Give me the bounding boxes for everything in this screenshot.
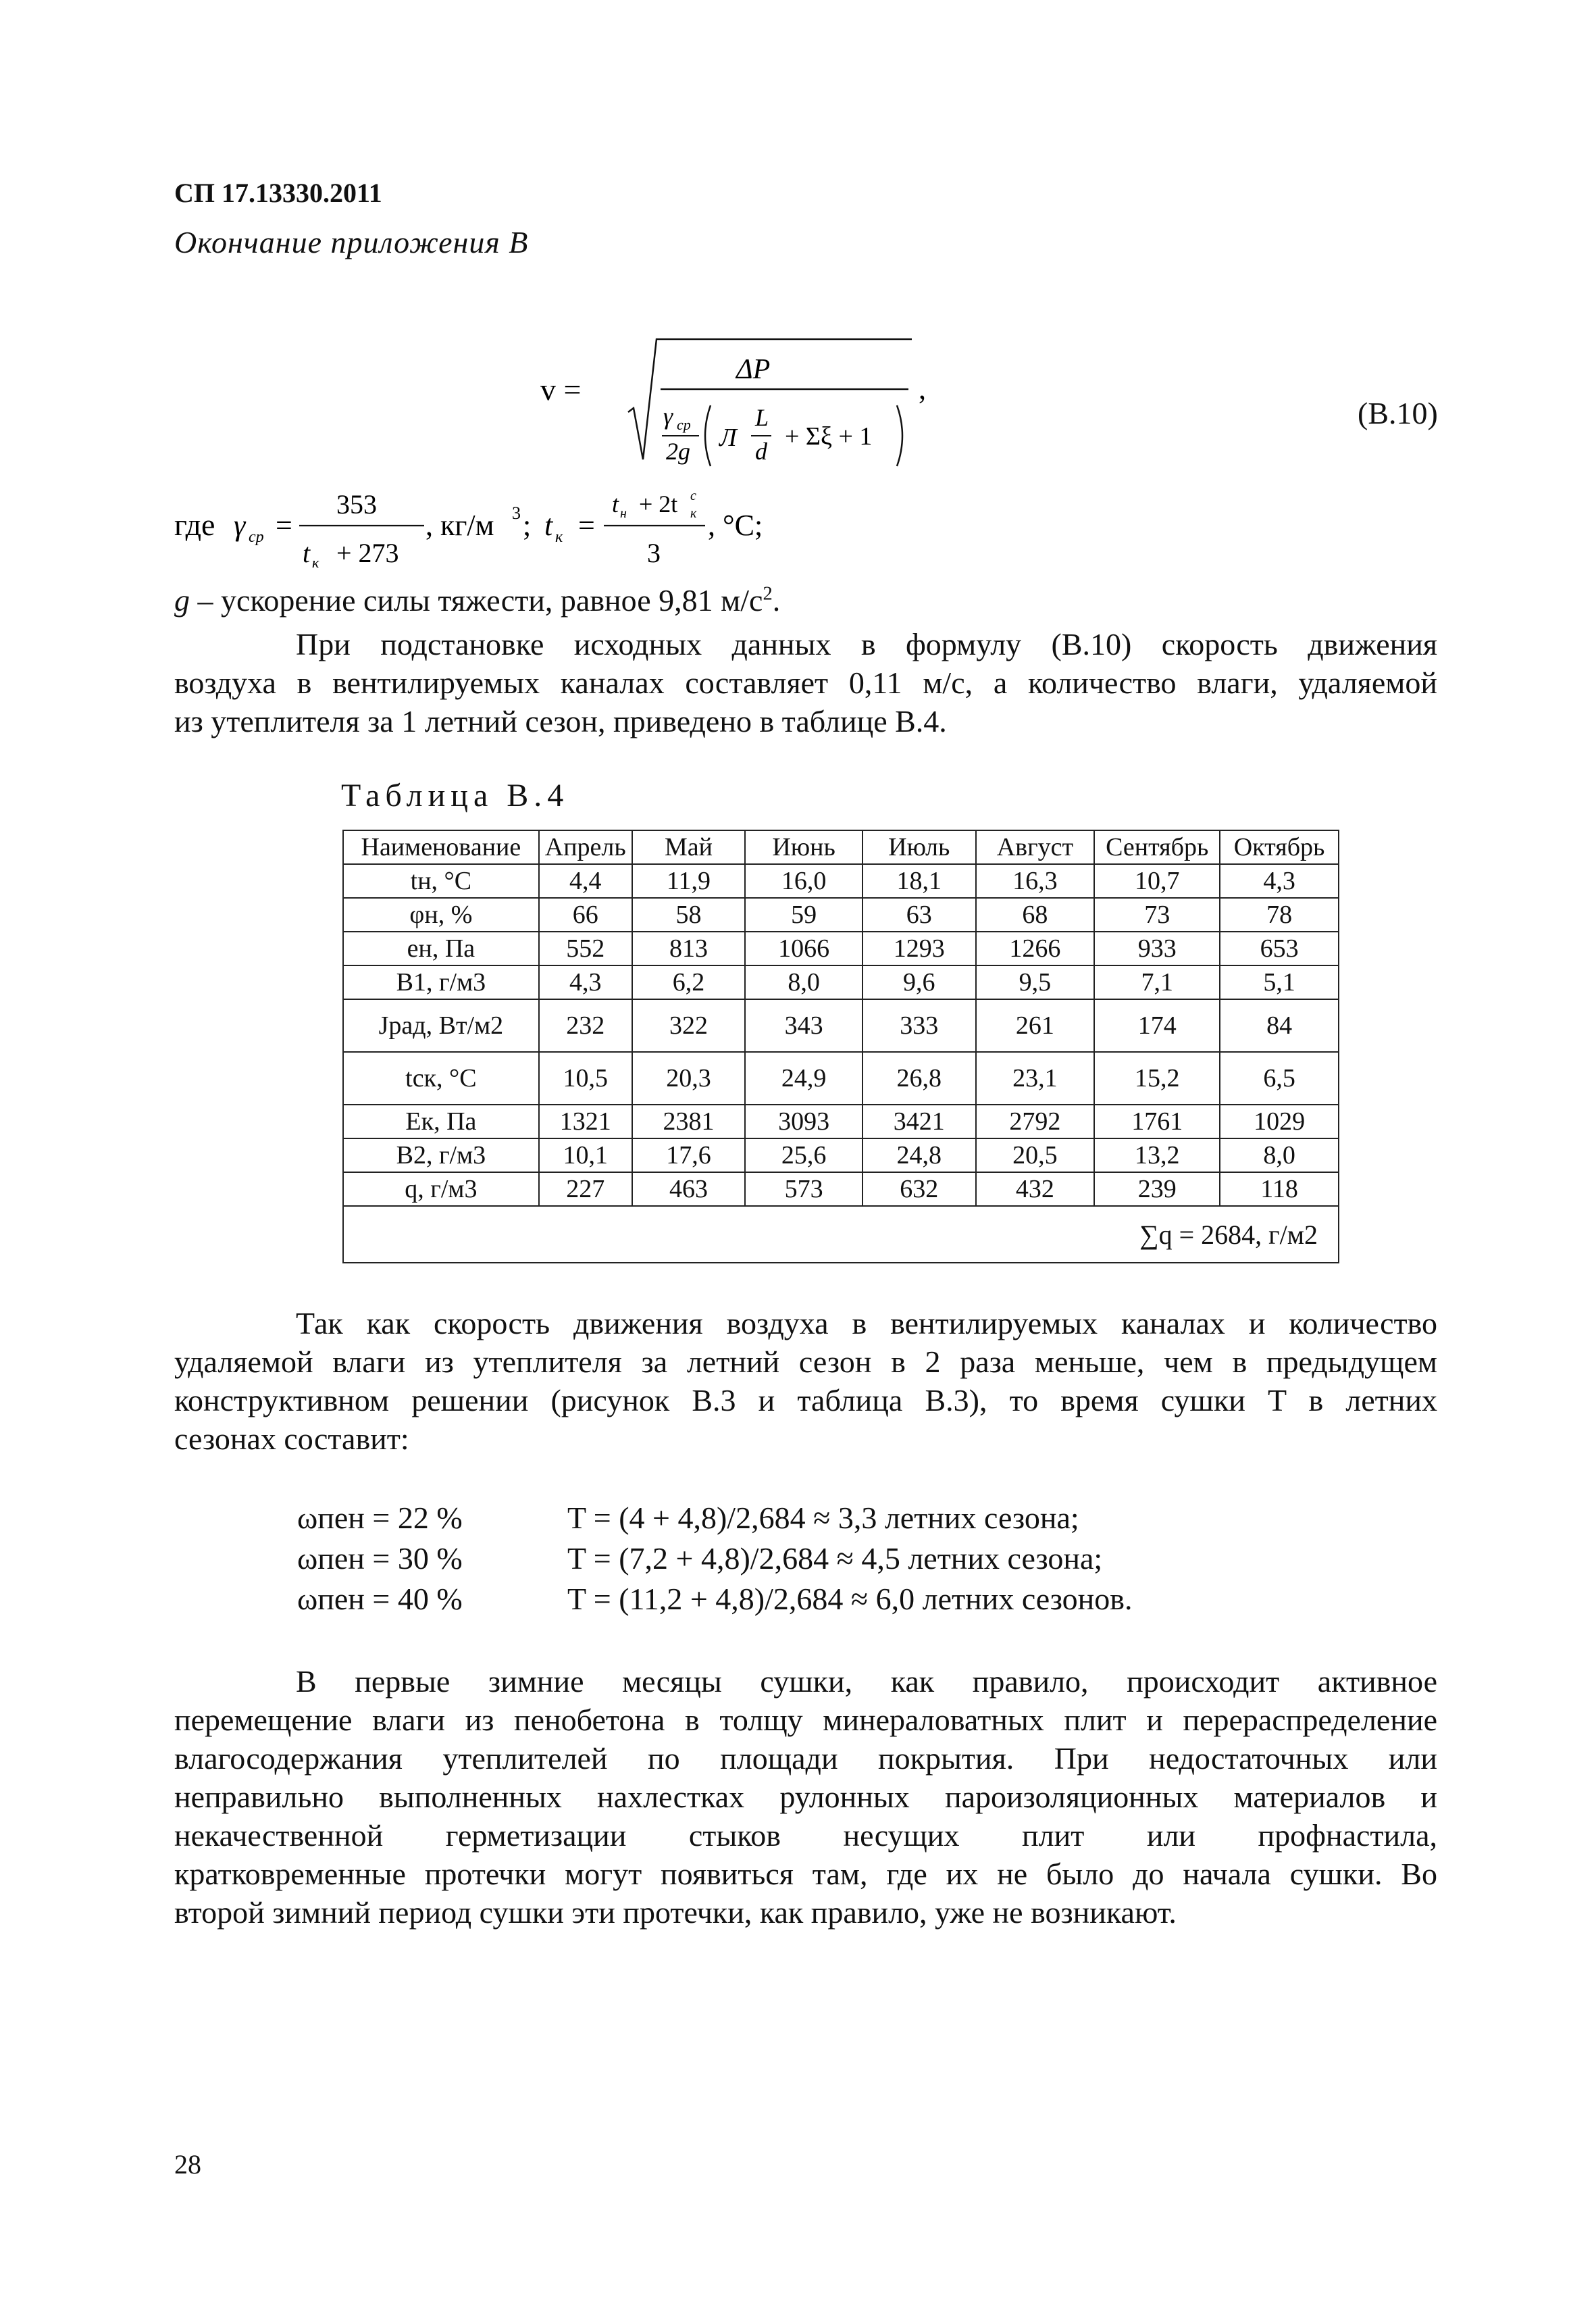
header-month: Октябрь bbox=[1220, 830, 1339, 864]
header-month: Апрель bbox=[539, 830, 632, 864]
table-cell: 3093 bbox=[745, 1105, 863, 1138]
table-cell: 2792 bbox=[976, 1105, 1095, 1138]
table-cell: 1321 bbox=[539, 1105, 632, 1138]
definitions-graphic bbox=[174, 486, 1052, 574]
tk-symbol: t bbox=[544, 509, 553, 542]
table-cell: 432 bbox=[976, 1172, 1095, 1206]
paragraph-1-line: воздуха в вентилируемых каналах составляет 0,11 м/с, а количество влаги, удаляемой bbox=[174, 665, 1437, 700]
table-cell: 3421 bbox=[863, 1105, 976, 1138]
table-row bbox=[343, 1172, 1339, 1206]
equation-number: (В.10) bbox=[1358, 396, 1438, 430]
num2-subscript: к bbox=[690, 506, 697, 521]
table-cell: 232 bbox=[539, 999, 632, 1052]
separator: ; bbox=[523, 509, 532, 542]
header-month: Июнь bbox=[745, 830, 863, 864]
d-symbol: d bbox=[755, 438, 767, 465]
table-cell: 84 bbox=[1220, 999, 1339, 1052]
paragraph-1-line: При подстановке исходных данных в формулу (В.10) скорость движения bbox=[296, 627, 1437, 661]
drying-time-formula: T = (11,2 + 4,8)/2,684 ≈ 6,0 летних сезонов. bbox=[567, 1582, 1133, 1616]
paragraph-2 bbox=[174, 1304, 1437, 1458]
equals-1: = bbox=[276, 509, 292, 542]
table-cell: 15,2 bbox=[1094, 1052, 1220, 1105]
table-cell: 7,1 bbox=[1094, 965, 1220, 999]
L-symbol: L bbox=[755, 404, 769, 431]
g-symbol: g bbox=[174, 583, 190, 618]
denominator-3: 3 bbox=[647, 538, 661, 568]
table-row bbox=[343, 1105, 1339, 1138]
table-cell: 13,2 bbox=[1094, 1138, 1220, 1172]
table-row bbox=[343, 864, 1339, 898]
drying-time-formula: T = (7,2 + 4,8)/2,684 ≈ 4,5 летних сезона; bbox=[567, 1541, 1103, 1576]
paragraph-3-line: кратковременные протечки могут появиться там, где их не было до начала сушки. Во bbox=[174, 1857, 1437, 1891]
header-month: Май bbox=[632, 830, 746, 864]
table-cell: 23,1 bbox=[976, 1052, 1095, 1105]
table-cell: 9,5 bbox=[976, 965, 1095, 999]
table-cell: 26,8 bbox=[863, 1052, 976, 1105]
table-row bbox=[343, 1138, 1339, 1172]
formula-numerator: ΔP bbox=[736, 354, 771, 385]
table-cell: 18,1 bbox=[863, 864, 976, 898]
num2-t: t bbox=[612, 491, 619, 518]
table-cell: 59 bbox=[745, 898, 863, 932]
formula-b10 bbox=[534, 324, 952, 493]
table-cell: 10,1 bbox=[539, 1138, 632, 1172]
table-cell: 227 bbox=[539, 1172, 632, 1206]
table-cell: 78 bbox=[1220, 898, 1339, 932]
table-cell: 58 bbox=[632, 898, 746, 932]
paragraph-1 bbox=[174, 625, 1437, 740]
unit-kg-m3-superscript: 3 bbox=[512, 503, 521, 523]
table-cell: 16,0 bbox=[745, 864, 863, 898]
table-cell: 653 bbox=[1220, 932, 1339, 965]
table-cell: 1066 bbox=[745, 932, 863, 965]
table-cell: 10,7 bbox=[1094, 864, 1220, 898]
num2-superscript: с bbox=[690, 488, 696, 503]
table-cell: 933 bbox=[1094, 932, 1220, 965]
header-month: Июль bbox=[863, 830, 976, 864]
table-cell: 17,6 bbox=[632, 1138, 746, 1172]
table-row bbox=[343, 932, 1339, 965]
gravity-text: – ускорение силы тяжести, равное 9,81 м/с bbox=[197, 583, 763, 618]
table-cell: 4,3 bbox=[539, 965, 632, 999]
paragraph-3 bbox=[174, 1662, 1437, 1932]
paragraph-2-line: сезонах составит: bbox=[174, 1422, 409, 1456]
table-cell: 2381 bbox=[632, 1105, 746, 1138]
table-row bbox=[343, 999, 1339, 1052]
table-cell: 24,9 bbox=[745, 1052, 863, 1105]
table-cell: 8,0 bbox=[1220, 1138, 1339, 1172]
table-cell: 24,8 bbox=[863, 1138, 976, 1172]
formula-tail: + Σξ + 1 bbox=[785, 422, 873, 451]
page-number: 28 bbox=[174, 2149, 201, 2180]
tk-subscript: к bbox=[555, 528, 563, 546]
table-cell: 63 bbox=[863, 898, 976, 932]
formula-comma: , bbox=[919, 372, 926, 405]
table-row bbox=[343, 965, 1339, 999]
gravity-superscript: 2 bbox=[763, 583, 773, 605]
table-row bbox=[343, 1052, 1339, 1105]
gamma-sr-symbol: γ bbox=[234, 509, 246, 542]
paragraph-1-line: из утеплителя за 1 летний сезон, приведено в таблице В.4. bbox=[174, 704, 947, 738]
table-cell: 1761 bbox=[1094, 1105, 1220, 1138]
table-cell: 1029 bbox=[1220, 1105, 1339, 1138]
table-cell: 8,0 bbox=[745, 965, 863, 999]
paragraph-3-line: второй зимний период сушки эти протечки, как правило, уже не возникают. bbox=[174, 1895, 1177, 1930]
table-cell: 322 bbox=[632, 999, 746, 1052]
table-cell: 68 bbox=[976, 898, 1095, 932]
paragraph-3-line: неправильно выполненных нахлестках рулонных пароизоляционных материалов и bbox=[174, 1780, 1437, 1814]
right-paren bbox=[897, 405, 902, 466]
table-cell: 25,6 bbox=[745, 1138, 863, 1172]
header-month: Август bbox=[976, 830, 1095, 864]
table-cell: 6,5 bbox=[1220, 1052, 1339, 1105]
table-cell: 118 bbox=[1220, 1172, 1339, 1206]
table-cell: 632 bbox=[863, 1172, 976, 1206]
row-label: tн, °С bbox=[343, 864, 539, 898]
denominator-rest: + 273 bbox=[336, 538, 399, 568]
table-cell: 463 bbox=[632, 1172, 746, 1206]
row-label: B2, г/м3 bbox=[343, 1138, 539, 1172]
gamma-sr-subscript: ср bbox=[249, 528, 264, 546]
denominator-t-subscript: к bbox=[312, 554, 319, 571]
paragraph-2-line: конструктивном решении (рисунок В.3 и таблица В.3), то время сушки T в летних bbox=[174, 1383, 1437, 1417]
equals-2: = bbox=[578, 509, 595, 542]
row-label: Jрад, Вт/м2 bbox=[343, 999, 539, 1052]
table-cell: 20,5 bbox=[976, 1138, 1095, 1172]
table-header-row bbox=[343, 830, 1339, 864]
table-sum-row bbox=[343, 1206, 1339, 1263]
table-cell: 573 bbox=[745, 1172, 863, 1206]
row-label: B1, г/м3 bbox=[343, 965, 539, 999]
unit-kg-m3: , кг/м bbox=[426, 509, 494, 542]
table-cell: 10,5 bbox=[539, 1052, 632, 1105]
table-cell: 16,3 bbox=[976, 864, 1095, 898]
table-cell: 11,9 bbox=[632, 864, 746, 898]
table-cell: 73 bbox=[1094, 898, 1220, 932]
table-cell: 813 bbox=[632, 932, 746, 965]
table-cell: 333 bbox=[863, 999, 976, 1052]
gravity-end: . bbox=[772, 583, 781, 618]
where-word: где bbox=[174, 507, 215, 542]
sum-cell: ∑q = 2684, г/м2 bbox=[343, 1206, 1339, 1263]
num2-t-subscript: н bbox=[620, 506, 627, 521]
table-row bbox=[343, 898, 1339, 932]
appendix-subtitle: Окончание приложения В bbox=[174, 225, 529, 259]
row-label: Eк, Па bbox=[343, 1105, 539, 1138]
omega-value: ωпен = 22 % bbox=[297, 1501, 463, 1535]
omega-value: ωпен = 30 % bbox=[297, 1541, 463, 1576]
table-cell: 239 bbox=[1094, 1172, 1220, 1206]
row-label: q, г/м3 bbox=[343, 1172, 539, 1206]
paragraph-3-line: некачественной герметизации стыков несущих плит или профнастила, bbox=[174, 1818, 1437, 1853]
paragraph-3-line: перемещение влаги из пенобетона в толщу минераловатных плит и перераспределение bbox=[174, 1703, 1437, 1737]
table-cell: 66 bbox=[539, 898, 632, 932]
formula-lhs: v = bbox=[540, 372, 582, 407]
gamma-symbol: γ bbox=[663, 403, 673, 430]
table-cell: 1266 bbox=[976, 932, 1095, 965]
paragraph-2-line: удаляемой влаги из утеплителя за летний сезон в 2 раза меньше, чем в предыдущем bbox=[174, 1344, 1437, 1379]
paragraph-3-line: влагосодержания утеплителей по площади покрытия. При недостаточных или bbox=[174, 1741, 1437, 1776]
denominator-t: t bbox=[303, 538, 311, 568]
table-cell: 6,2 bbox=[632, 965, 746, 999]
table-cell: 261 bbox=[976, 999, 1095, 1052]
formula-b10-graphic bbox=[534, 324, 952, 493]
left-paren bbox=[705, 405, 711, 466]
table-cell: 5,1 bbox=[1220, 965, 1339, 999]
row-label: φн, % bbox=[343, 898, 539, 932]
table-cell: 1293 bbox=[863, 932, 976, 965]
omega-value: ωпен = 40 % bbox=[297, 1582, 463, 1616]
num2-mid: + 2t bbox=[639, 491, 678, 518]
table-cell: 174 bbox=[1094, 999, 1220, 1052]
table-cell: 20,3 bbox=[632, 1052, 746, 1105]
unit-celsius: , °С; bbox=[708, 509, 763, 542]
gamma-subscript: ср bbox=[677, 416, 691, 433]
formula-definitions bbox=[174, 486, 1052, 574]
table-b4 bbox=[342, 830, 1339, 1263]
header-month: Сентябрь bbox=[1094, 830, 1220, 864]
table-cell: 552 bbox=[539, 932, 632, 965]
lambda-symbol: Л bbox=[719, 424, 737, 452]
table-cell: 343 bbox=[745, 999, 863, 1052]
two-g: 2g bbox=[666, 438, 690, 465]
row-label: eн, Па bbox=[343, 932, 539, 965]
drying-time-formula: T = (4 + 4,8)/2,684 ≈ 3,3 летних сезона; bbox=[567, 1501, 1079, 1535]
row-label: tск, °С bbox=[343, 1052, 539, 1105]
numerator-353: 353 bbox=[336, 489, 377, 520]
paragraph-2-line: Так как скорость движения воздуха в вентилируемых каналах и количество bbox=[296, 1306, 1437, 1340]
gravity-definition bbox=[174, 582, 780, 618]
table-caption: Таблица В.4 bbox=[341, 778, 569, 813]
document-code: СП 17.13330.2011 bbox=[174, 178, 382, 208]
header-name: Наименование bbox=[343, 830, 539, 864]
paragraph-3-line: В первые зимние месяцы сушки, как правило, происходит активное bbox=[296, 1664, 1437, 1699]
table-cell: 4,3 bbox=[1220, 864, 1339, 898]
table-cell: 4,4 bbox=[539, 864, 632, 898]
table-cell: 9,6 bbox=[863, 965, 976, 999]
